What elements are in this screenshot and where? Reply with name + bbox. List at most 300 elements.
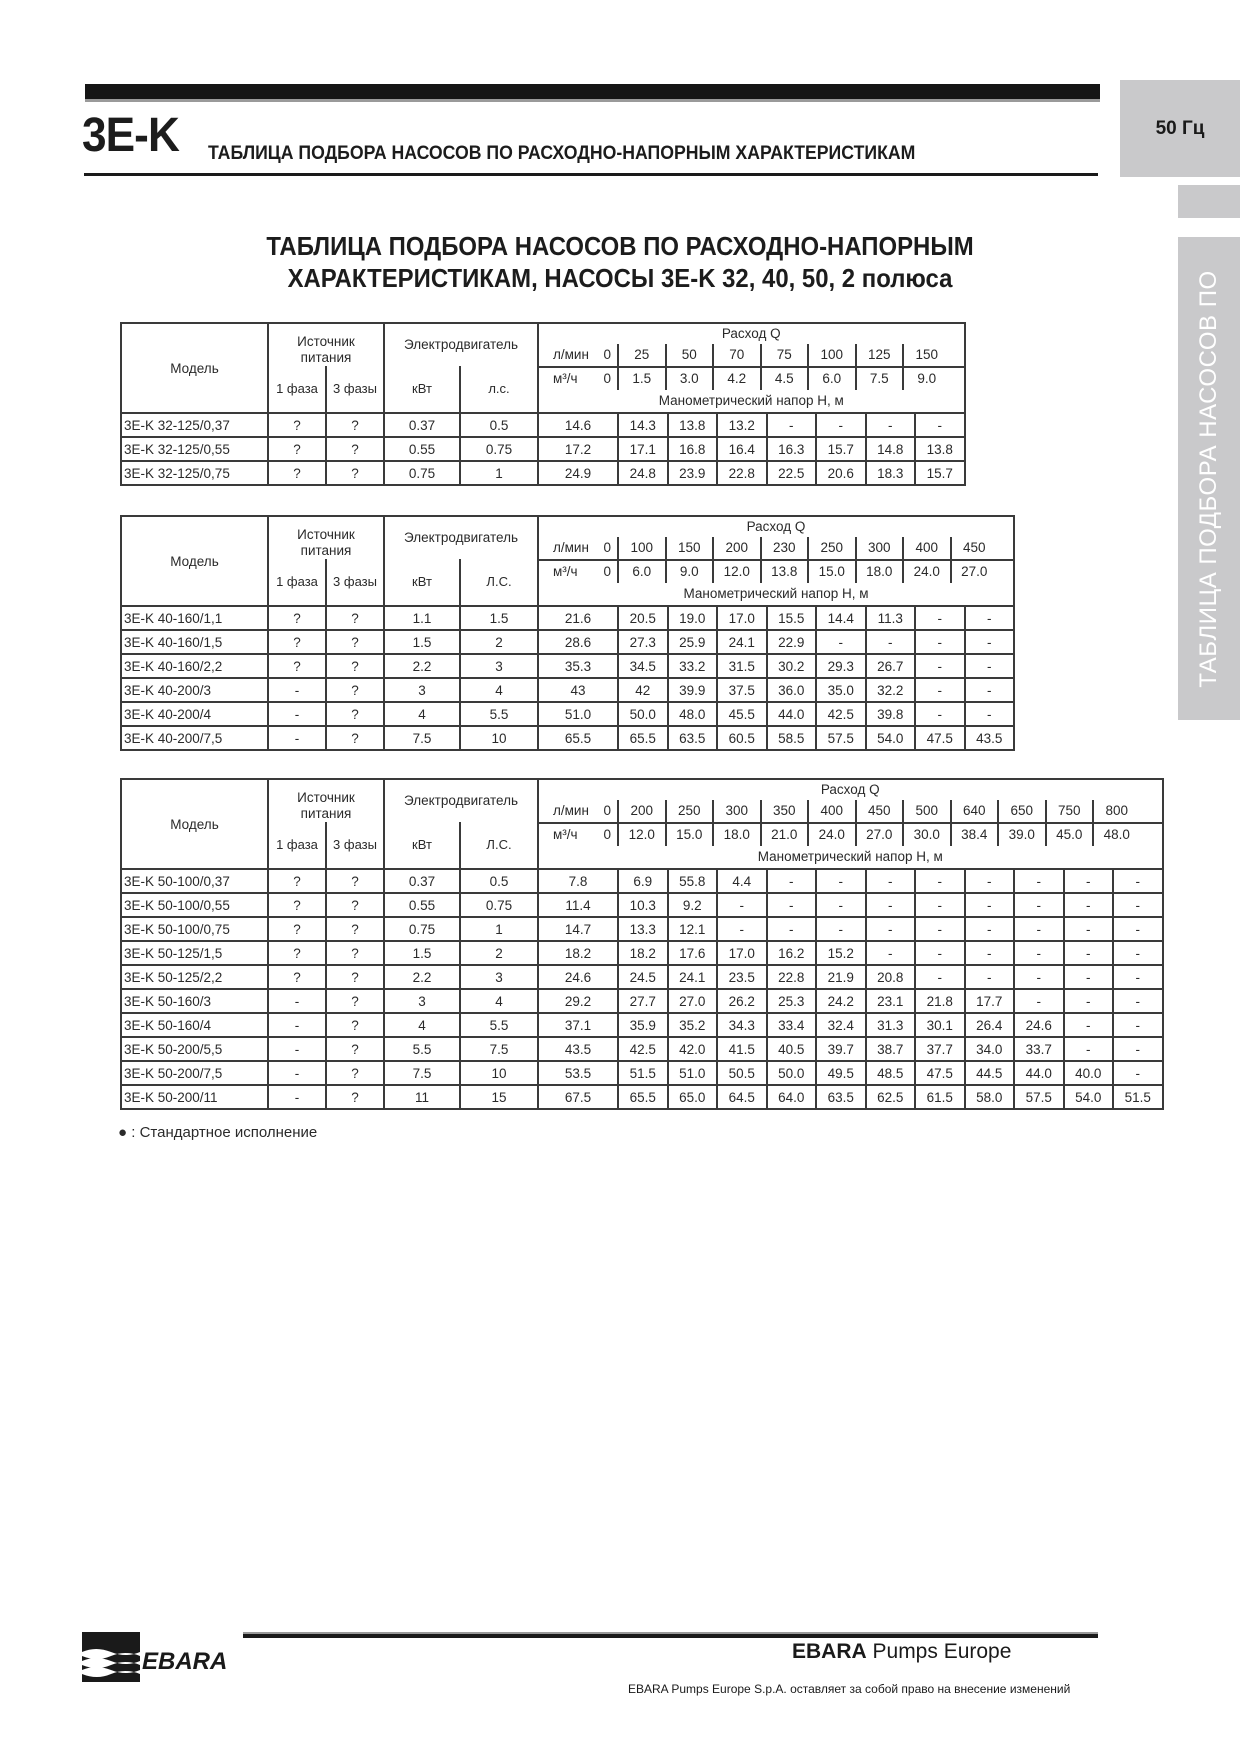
head-value: - (965, 678, 1015, 702)
head-value: 21.6 (538, 606, 618, 630)
m3h-value: 4.2 (712, 368, 760, 390)
head-value: 21.8 (915, 989, 965, 1013)
head-value: 49.5 (816, 1061, 866, 1085)
m3h-value: 12.0 (712, 561, 760, 583)
single-phase-availability: ? (268, 654, 326, 678)
table-row (121, 413, 965, 437)
power-kw: 0.75 (384, 461, 460, 485)
power-hp: 4 (460, 989, 538, 1013)
lmin-value: 800 (1092, 800, 1140, 822)
power-kw: 1.5 (384, 630, 460, 654)
head-value: - (816, 630, 866, 654)
head-value: - (816, 893, 866, 917)
head-value: 55.8 (668, 869, 718, 893)
brand-bold: EBARA (792, 1640, 867, 1663)
power-hp: 7.5 (460, 1037, 538, 1061)
head-value: 61.5 (915, 1085, 965, 1109)
head-value: - (1113, 893, 1163, 917)
head-value: 19.0 (668, 606, 718, 630)
head-value: - (1113, 965, 1163, 989)
model-name: 3E-K 50-125/2,2 (121, 965, 268, 989)
head-value: - (1113, 917, 1163, 941)
table-row (121, 893, 1163, 917)
m3h-value: 13.8 (760, 561, 808, 583)
head-value: 12.1 (668, 917, 718, 941)
head-value: - (915, 893, 965, 917)
table-row (121, 461, 965, 485)
head-value: 43.5 (538, 1037, 618, 1061)
head-value: 24.6 (1014, 1013, 1064, 1037)
power-kw: 7.5 (384, 726, 460, 750)
head-value: 65.5 (618, 1085, 668, 1109)
head-value: - (1064, 893, 1114, 917)
header-flow (538, 323, 965, 413)
head-value: 32.2 (866, 678, 916, 702)
head-value: 53.5 (538, 1061, 618, 1085)
head-value: - (717, 917, 767, 941)
head-value: - (915, 917, 965, 941)
page-title (160, 230, 1080, 294)
model-name: 3E-K 50-100/0,55 (121, 893, 268, 917)
power-kw: 0.75 (384, 917, 460, 941)
head-value: 26.7 (866, 654, 916, 678)
head-value: 60.5 (717, 726, 767, 750)
single-phase-availability: - (268, 726, 326, 750)
m3h-value: 1.5 (617, 368, 665, 390)
table-row (121, 989, 1163, 1013)
power-hp: 2 (460, 630, 538, 654)
head-value: 54.0 (866, 726, 916, 750)
m3h-value: 48.0 (1092, 824, 1140, 846)
lmin-value: 650 (997, 800, 1045, 822)
series-heading: 3E-K (82, 109, 179, 162)
m3h-value: 4.5 (760, 368, 808, 390)
head-value: 65.5 (538, 726, 618, 750)
model-name: 3E-K 32-125/0,55 (121, 437, 268, 461)
single-phase-availability: ? (268, 461, 326, 485)
head-value: 15.5 (767, 606, 817, 630)
head-value: - (866, 630, 916, 654)
head-value: - (965, 917, 1015, 941)
head-value: 25.3 (767, 989, 817, 1013)
header-motor: Электродвигатель (384, 779, 538, 822)
header-flow-label: Расход Q (746, 519, 806, 534)
head-value: 6.9 (618, 869, 668, 893)
head-value: 18.2 (538, 941, 618, 965)
head-value: 23.1 (866, 989, 916, 1013)
three-phase-availability: ? (326, 893, 384, 917)
head-value: - (1064, 989, 1114, 1013)
head-value: 17.6 (668, 941, 718, 965)
model-name: 3E-K 40-160/2,2 (121, 654, 268, 678)
flow-lmin-row (539, 537, 1013, 559)
title-line-2: ХАРАКТЕРИСТИКАМ, НАСОСЫ 3E-K 32, 40, 50, 2 полюса (287, 263, 953, 293)
single-phase-availability: ? (268, 413, 326, 437)
head-value: 37.1 (538, 1013, 618, 1037)
head-value: 27.3 (618, 630, 668, 654)
lmin-value: 100 (807, 344, 855, 366)
head-value: 42.5 (816, 702, 866, 726)
head-value: - (1113, 869, 1163, 893)
head-value: - (915, 413, 965, 437)
model-name: 3E-K 40-160/1,5 (121, 630, 268, 654)
m3h-value: 0 (603, 827, 611, 842)
single-phase-availability: ? (268, 941, 326, 965)
lmin-value: 640 (950, 800, 998, 822)
head-value: 13.8 (915, 437, 965, 461)
power-kw: 2.2 (384, 654, 460, 678)
power-kw: 1.1 (384, 606, 460, 630)
header-head-label: Манометрический напор H, м (683, 586, 869, 601)
head-value: - (965, 654, 1015, 678)
lmin-value: 125 (855, 344, 903, 366)
head-value: 13.8 (668, 413, 718, 437)
lmin-value: 400 (902, 537, 950, 559)
lmin-unit-cell (539, 800, 617, 822)
lmin-value: 0 (603, 803, 611, 818)
head-value: - (866, 893, 916, 917)
table-row (121, 1013, 1163, 1037)
head-value: 48.0 (668, 702, 718, 726)
head-value: 64.5 (717, 1085, 767, 1109)
head-value: - (965, 941, 1015, 965)
head-value: 21.9 (816, 965, 866, 989)
m3h-value: 30.0 (902, 824, 950, 846)
head-value: 47.5 (915, 726, 965, 750)
m3h-value: 7.5 (855, 368, 903, 390)
lmin-value: 200 (712, 537, 760, 559)
head-value: - (1064, 965, 1114, 989)
head-value: 63.5 (816, 1085, 866, 1109)
model-name: 3E-K 40-200/7,5 (121, 726, 268, 750)
single-phase-availability: ? (268, 893, 326, 917)
frequency-label: 50 Гц (1155, 117, 1205, 139)
head-value: 33.7 (1014, 1037, 1064, 1061)
m3h-unit: м³/ч (553, 564, 578, 579)
head-value: - (1113, 989, 1163, 1013)
model-name: 3E-K 40-200/3 (121, 678, 268, 702)
head-value: 16.3 (767, 437, 817, 461)
lmin-value: 0 (603, 540, 611, 555)
m3h-unit-cell (539, 824, 617, 846)
head-value: 44.0 (767, 702, 817, 726)
table-row (121, 965, 1163, 989)
m3h-value: 24.0 (902, 561, 950, 583)
table-row (121, 917, 1163, 941)
head-value: - (965, 965, 1015, 989)
header-underline (84, 173, 1098, 176)
m3h-value: 15.0 (665, 824, 713, 846)
head-value: 44.0 (1014, 1061, 1064, 1085)
m3h-value: 18.0 (855, 561, 903, 583)
selection-table-1 (120, 322, 966, 486)
head-value: - (1064, 917, 1114, 941)
m3h-value: 27.0 (855, 824, 903, 846)
table-row (121, 606, 1014, 630)
lmin-value: 75 (760, 344, 808, 366)
head-value: - (965, 630, 1015, 654)
head-value: 43.5 (965, 726, 1015, 750)
power-hp: 3 (460, 654, 538, 678)
head-value: 14.3 (618, 413, 668, 437)
model-name: 3E-K 50-160/3 (121, 989, 268, 1013)
head-value: - (915, 869, 965, 893)
table-row (121, 1037, 1163, 1061)
lmin-value: 250 (807, 537, 855, 559)
svg-text:EBARA: EBARA (142, 1648, 228, 1675)
single-phase-availability: ? (268, 437, 326, 461)
head-value: 34.3 (717, 1013, 767, 1037)
head-value: 58.0 (965, 1085, 1015, 1109)
head-value: 62.5 (866, 1085, 916, 1109)
header-hp: л.с. (460, 366, 538, 413)
head-value: - (1113, 1061, 1163, 1085)
model-name: 3E-K 32-125/0,75 (121, 461, 268, 485)
header-power-source (268, 323, 384, 366)
lmin-value: 400 (807, 800, 855, 822)
head-value: 39.7 (816, 1037, 866, 1061)
head-value: 23.9 (668, 461, 718, 485)
head-value: - (1014, 965, 1064, 989)
model-name: 3E-K 40-200/4 (121, 702, 268, 726)
lmin-unit: л/мин (553, 540, 589, 555)
head-value: 27.7 (618, 989, 668, 1013)
power-hp: 0.75 (460, 437, 538, 461)
head-value: 22.8 (767, 965, 817, 989)
single-phase-availability: - (268, 702, 326, 726)
header-power-source-label: Источник питания (297, 789, 355, 821)
m3h-value: 18.0 (712, 824, 760, 846)
flow-m3h-row (539, 366, 964, 390)
head-value: 17.0 (717, 941, 767, 965)
table-row (121, 869, 1163, 893)
three-phase-availability: ? (326, 965, 384, 989)
table-row (121, 654, 1014, 678)
lmin-value: 100 (617, 537, 665, 559)
lmin-value: 450 (950, 537, 998, 559)
single-phase-availability: ? (268, 630, 326, 654)
model-name: 3E-K 50-100/0,75 (121, 917, 268, 941)
head-value: - (1064, 869, 1114, 893)
table-row (121, 702, 1014, 726)
single-phase-availability: - (268, 989, 326, 1013)
head-value: 38.7 (866, 1037, 916, 1061)
table-row (121, 630, 1014, 654)
ebara-logo (82, 1632, 242, 1682)
header-phase-1: 1 фаза (268, 559, 326, 606)
head-value: 57.5 (1014, 1085, 1064, 1109)
head-value: 51.0 (668, 1061, 718, 1085)
table-row (121, 941, 1163, 965)
table-row (121, 1061, 1163, 1085)
header-power-source (268, 779, 384, 822)
head-value: 44.5 (965, 1061, 1015, 1085)
head-value: 67.5 (538, 1085, 618, 1109)
head-value: 51.5 (1113, 1085, 1163, 1109)
three-phase-availability: ? (326, 941, 384, 965)
head-value: 20.6 (816, 461, 866, 485)
head-value: 24.9 (538, 461, 618, 485)
header-model: Модель (121, 323, 268, 413)
head-value: 25.9 (668, 630, 718, 654)
model-name: 3E-K 50-200/11 (121, 1085, 268, 1109)
three-phase-availability: ? (326, 1085, 384, 1109)
three-phase-availability: ? (326, 869, 384, 893)
power-kw: 2.2 (384, 965, 460, 989)
header-phase-3: 3 фазы (326, 559, 384, 606)
header-head-label: Манометрический напор H, м (757, 849, 943, 864)
head-value: - (915, 965, 965, 989)
single-phase-availability: ? (268, 965, 326, 989)
head-value: 31.5 (717, 654, 767, 678)
m3h-value: 6.0 (617, 561, 665, 583)
model-name: 3E-K 50-200/7,5 (121, 1061, 268, 1085)
ebara-logo-icon (82, 1632, 242, 1682)
lmin-value: 500 (902, 800, 950, 822)
three-phase-availability: ? (326, 437, 384, 461)
head-value: 35.3 (538, 654, 618, 678)
table-row (121, 678, 1014, 702)
table-row (121, 1085, 1163, 1109)
frequency-tab (1120, 80, 1240, 177)
lmin-value: 150 (902, 344, 950, 366)
power-kw: 5.5 (384, 1037, 460, 1061)
head-value: 22.9 (767, 630, 817, 654)
head-value: 15.2 (816, 941, 866, 965)
head-value: 50.0 (618, 702, 668, 726)
header-kw: кВт (384, 366, 460, 413)
head-value: - (915, 606, 965, 630)
head-value: 27.0 (668, 989, 718, 1013)
m3h-value: 0 (603, 564, 611, 579)
head-value: - (816, 413, 866, 437)
power-hp: 5.5 (460, 702, 538, 726)
head-value: 30.1 (915, 1013, 965, 1037)
head-value: - (915, 702, 965, 726)
single-phase-availability: - (268, 1061, 326, 1085)
lmin-value: 70 (712, 344, 760, 366)
head-value: 24.1 (668, 965, 718, 989)
head-value: - (1014, 941, 1064, 965)
three-phase-availability: ? (326, 654, 384, 678)
header-power-source (268, 516, 384, 559)
model-name: 3E-K 50-200/5,5 (121, 1037, 268, 1061)
head-value: 15.7 (816, 437, 866, 461)
power-hp: 0.5 (460, 413, 538, 437)
lmin-value: 25 (617, 344, 665, 366)
power-hp: 10 (460, 726, 538, 750)
top-rule (85, 84, 1100, 99)
head-value: 24.6 (538, 965, 618, 989)
power-kw: 11 (384, 1085, 460, 1109)
head-value: - (1064, 1037, 1114, 1061)
head-value: 29.2 (538, 989, 618, 1013)
head-value: 11.4 (538, 893, 618, 917)
head-value: - (866, 917, 916, 941)
head-value: - (816, 869, 866, 893)
head-value: - (767, 917, 817, 941)
single-phase-availability: ? (268, 917, 326, 941)
head-value: 23.5 (717, 965, 767, 989)
power-kw: 0.55 (384, 893, 460, 917)
single-phase-availability: - (268, 1085, 326, 1109)
m3h-unit: м³/ч (553, 827, 578, 842)
single-phase-availability: ? (268, 606, 326, 630)
head-value: 18.2 (618, 941, 668, 965)
head-value: 34.0 (965, 1037, 1015, 1061)
lmin-value: 200 (617, 800, 665, 822)
head-value: 50.0 (767, 1061, 817, 1085)
selection-table-3 (120, 778, 1164, 1110)
head-value: - (1064, 1013, 1114, 1037)
m3h-unit-cell (539, 368, 617, 390)
side-section-tab (1178, 237, 1240, 720)
head-value: 33.4 (767, 1013, 817, 1037)
power-kw: 4 (384, 1013, 460, 1037)
head-value: 37.7 (915, 1037, 965, 1061)
head-value: 34.5 (618, 654, 668, 678)
power-kw: 0.55 (384, 437, 460, 461)
head-value: - (816, 917, 866, 941)
head-value: 57.5 (816, 726, 866, 750)
head-value: - (767, 413, 817, 437)
three-phase-availability: ? (326, 413, 384, 437)
head-value: 15.7 (915, 461, 965, 485)
power-kw: 3 (384, 678, 460, 702)
head-value: 20.5 (618, 606, 668, 630)
three-phase-availability: ? (326, 606, 384, 630)
head-value: - (767, 893, 817, 917)
head-value: 50.5 (717, 1061, 767, 1085)
lmin-value: 0 (603, 347, 611, 362)
three-phase-availability: ? (326, 461, 384, 485)
m3h-value: 15.0 (807, 561, 855, 583)
head-value: - (1014, 893, 1064, 917)
disclaimer: EBARA Pumps Europe S.p.A. оставляет за собой право на внесение изменений (628, 1682, 1071, 1696)
header-flow (538, 516, 1014, 606)
m3h-value: 0 (603, 371, 611, 386)
model-name: 3E-K 50-100/0,37 (121, 869, 268, 893)
m3h-value: 38.4 (950, 824, 998, 846)
header-model: Модель (121, 779, 268, 869)
head-value: 20.8 (866, 965, 916, 989)
header-power-source-label: Источник питания (297, 526, 355, 558)
head-value: 51.0 (538, 702, 618, 726)
head-value: 37.5 (717, 678, 767, 702)
three-phase-availability: ? (326, 1013, 384, 1037)
lmin-unit: л/мин (553, 347, 589, 362)
head-value: 36.0 (767, 678, 817, 702)
head-value: 35.0 (816, 678, 866, 702)
head-value: 24.5 (618, 965, 668, 989)
single-phase-availability: - (268, 1037, 326, 1061)
flow-lmin-row (539, 344, 964, 366)
three-phase-availability: ? (326, 989, 384, 1013)
head-value: - (866, 869, 916, 893)
head-value: 11.3 (866, 606, 916, 630)
power-hp: 15 (460, 1085, 538, 1109)
power-hp: 2 (460, 941, 538, 965)
side-section-label: ТАБЛИЦА ПОДБОРА НАСОСОВ ПО (1195, 269, 1222, 688)
head-value: - (965, 702, 1015, 726)
three-phase-availability: ? (326, 678, 384, 702)
flow-lmin-row (539, 800, 1162, 822)
head-value: - (1014, 869, 1064, 893)
head-value: 47.5 (915, 1061, 965, 1085)
header-hp: Л.С. (460, 822, 538, 869)
power-hp: 0.75 (460, 893, 538, 917)
head-value: 18.3 (866, 461, 916, 485)
